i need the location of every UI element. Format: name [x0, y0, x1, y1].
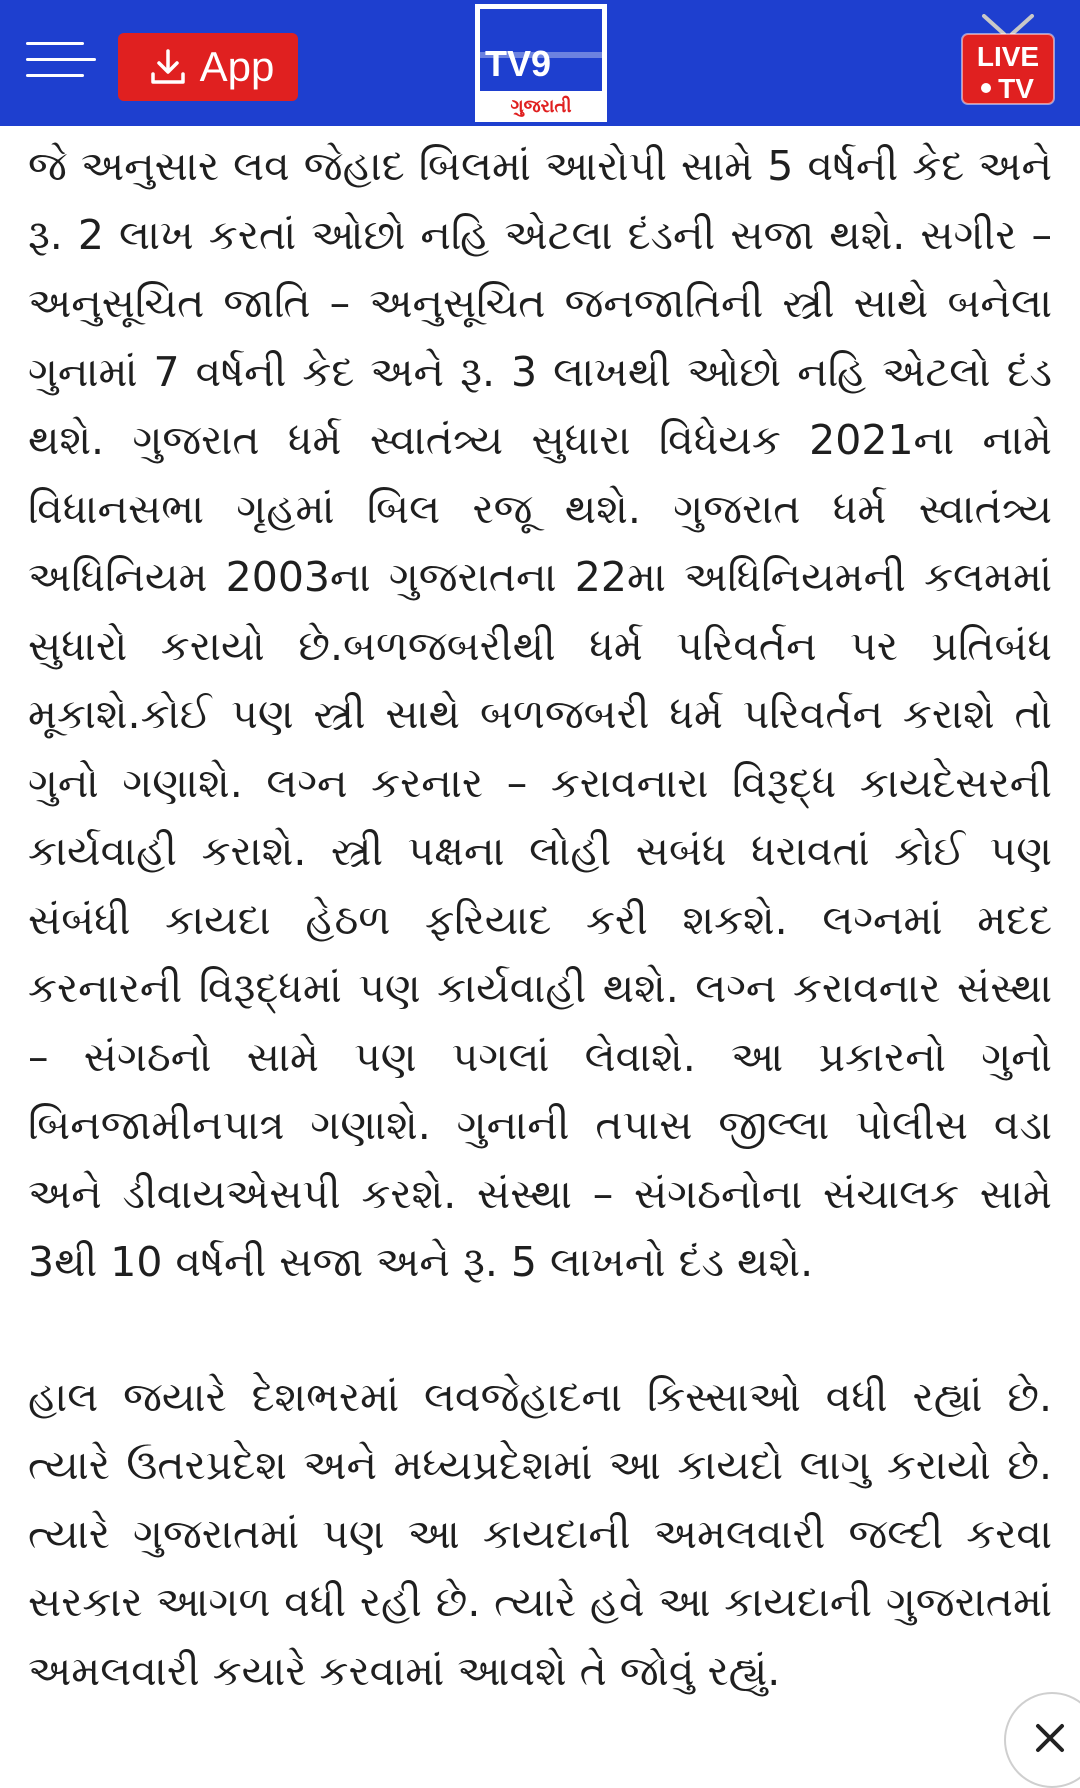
top-header-bar [0, 0, 1080, 126]
live-tv-line2: TV [998, 73, 1034, 104]
live-tv-line1: LIVE [976, 41, 1040, 72]
logo-subtitle: ગુજરાતી [510, 96, 572, 117]
download-icon [148, 47, 188, 87]
article-paragraph: હાલ જયારે દેશભરમાં લવજેહાદના કિસ્સાઓ વધી રહ્યાં છે. ત્યારે ઉતરપ્રદેશ અને મધ્યપ્રદેશમાં આ કાયદો લાગુ કરાયો છે. ત્યારે ગુજરાતમાં પણ આ કાયદાની અમલવારી જલ્દી કરવા સરકાર આગળ વધી રહી છે. ત્યારે હવે આ કાયદાની ગુજરાતમાં અમલવારી કયારે કરવામાં આવશે તે જોવું રહ્યું. [28, 1372, 1052, 1695]
article-paragraph: જે અનુસાર લવ જેહાદ બિલમાં આરોપી સામે 5 વર્ષની કેદ અને રૂ. 2 લાખ કરતાં ઓછો નહિ એટલા દંડની સજા થશે. સગીર – અનુસૂચિત જાતિ – અનુસૂચિત જનજાતિની સ્ત્રી સાથે બનેલા ગુનામાં 7 વર્ષની કેદ અને રૂ. 3 લાખથી ઓછો નહિ એટલો દંડ થશે. ગુજરાત ધર્મ સ્વાતંત્ર્ય સુધારા વિધેયક 2021ના નામે વિધાનસભા ગૃહમાં બિલ રજૂ થશે. ગુજરાત ધર્મ સ્વાતંત્ર્ય અધિનિયમ 2003ના ગુજરાતના 22મા અધિનિયમની કલમમાં સુધારો કરાયો છે.બળજબરીથી ધર્મ પરિવર્તન પર પ્રતિબંધ મૂકાશે.કોઈ પણ સ્ત્રી સાથે બળજબરી ધર્મ પરિવર્તન કરાશે તો ગુનો ગણાશે. લગ્ન કરનાર – કરાવનારા વિરૂદ્ધ કાયદેસરની કાર્યવાહી કરાશે. સ્ત્રી પક્ષના લોહી સબંધ ધરાવતાં કોઈ પણ સંબંધી કાયદા હેઠળ ફરિયાદ કરી શકશે. લગ્નમાં મદદ કરનારની વિરૂદ્ધમાં પણ કાર્યવાહી થશે. લગ્ન કરાવનાર સંસ્થા – સંગઠનો સામે પણ પગલાં લેવાશે. આ પ્રકારનો ગુનો બિનજામીનપાત્ર ગણાશે. ગુનાની તપાસ જીલ્લા પોલીસ વડા અને ડીવાયએસપી કરશે. સંસ્થા – સંગઠનોના સંચાલક સામે 3થી 10 વર્ષની સજા અને રૂ. 5 લાખનો દંડ થશે. [28, 142, 1052, 1286]
tv9-gujarati-logo[interactable] [475, 4, 607, 122]
menu-line [26, 42, 84, 45]
logo-brand-text: TV9 [485, 43, 552, 84]
hamburger-menu-button[interactable] [26, 42, 96, 82]
menu-line [26, 74, 84, 77]
close-ad-button[interactable] [1004, 1692, 1080, 1788]
download-app-button[interactable] [118, 33, 298, 101]
app-button-label: App [199, 43, 275, 90]
menu-line [26, 58, 96, 61]
close-icon [1032, 1720, 1068, 1756]
article-body [28, 132, 1052, 1705]
live-dot-icon [981, 83, 991, 93]
live-tv-button[interactable] [960, 14, 1056, 106]
